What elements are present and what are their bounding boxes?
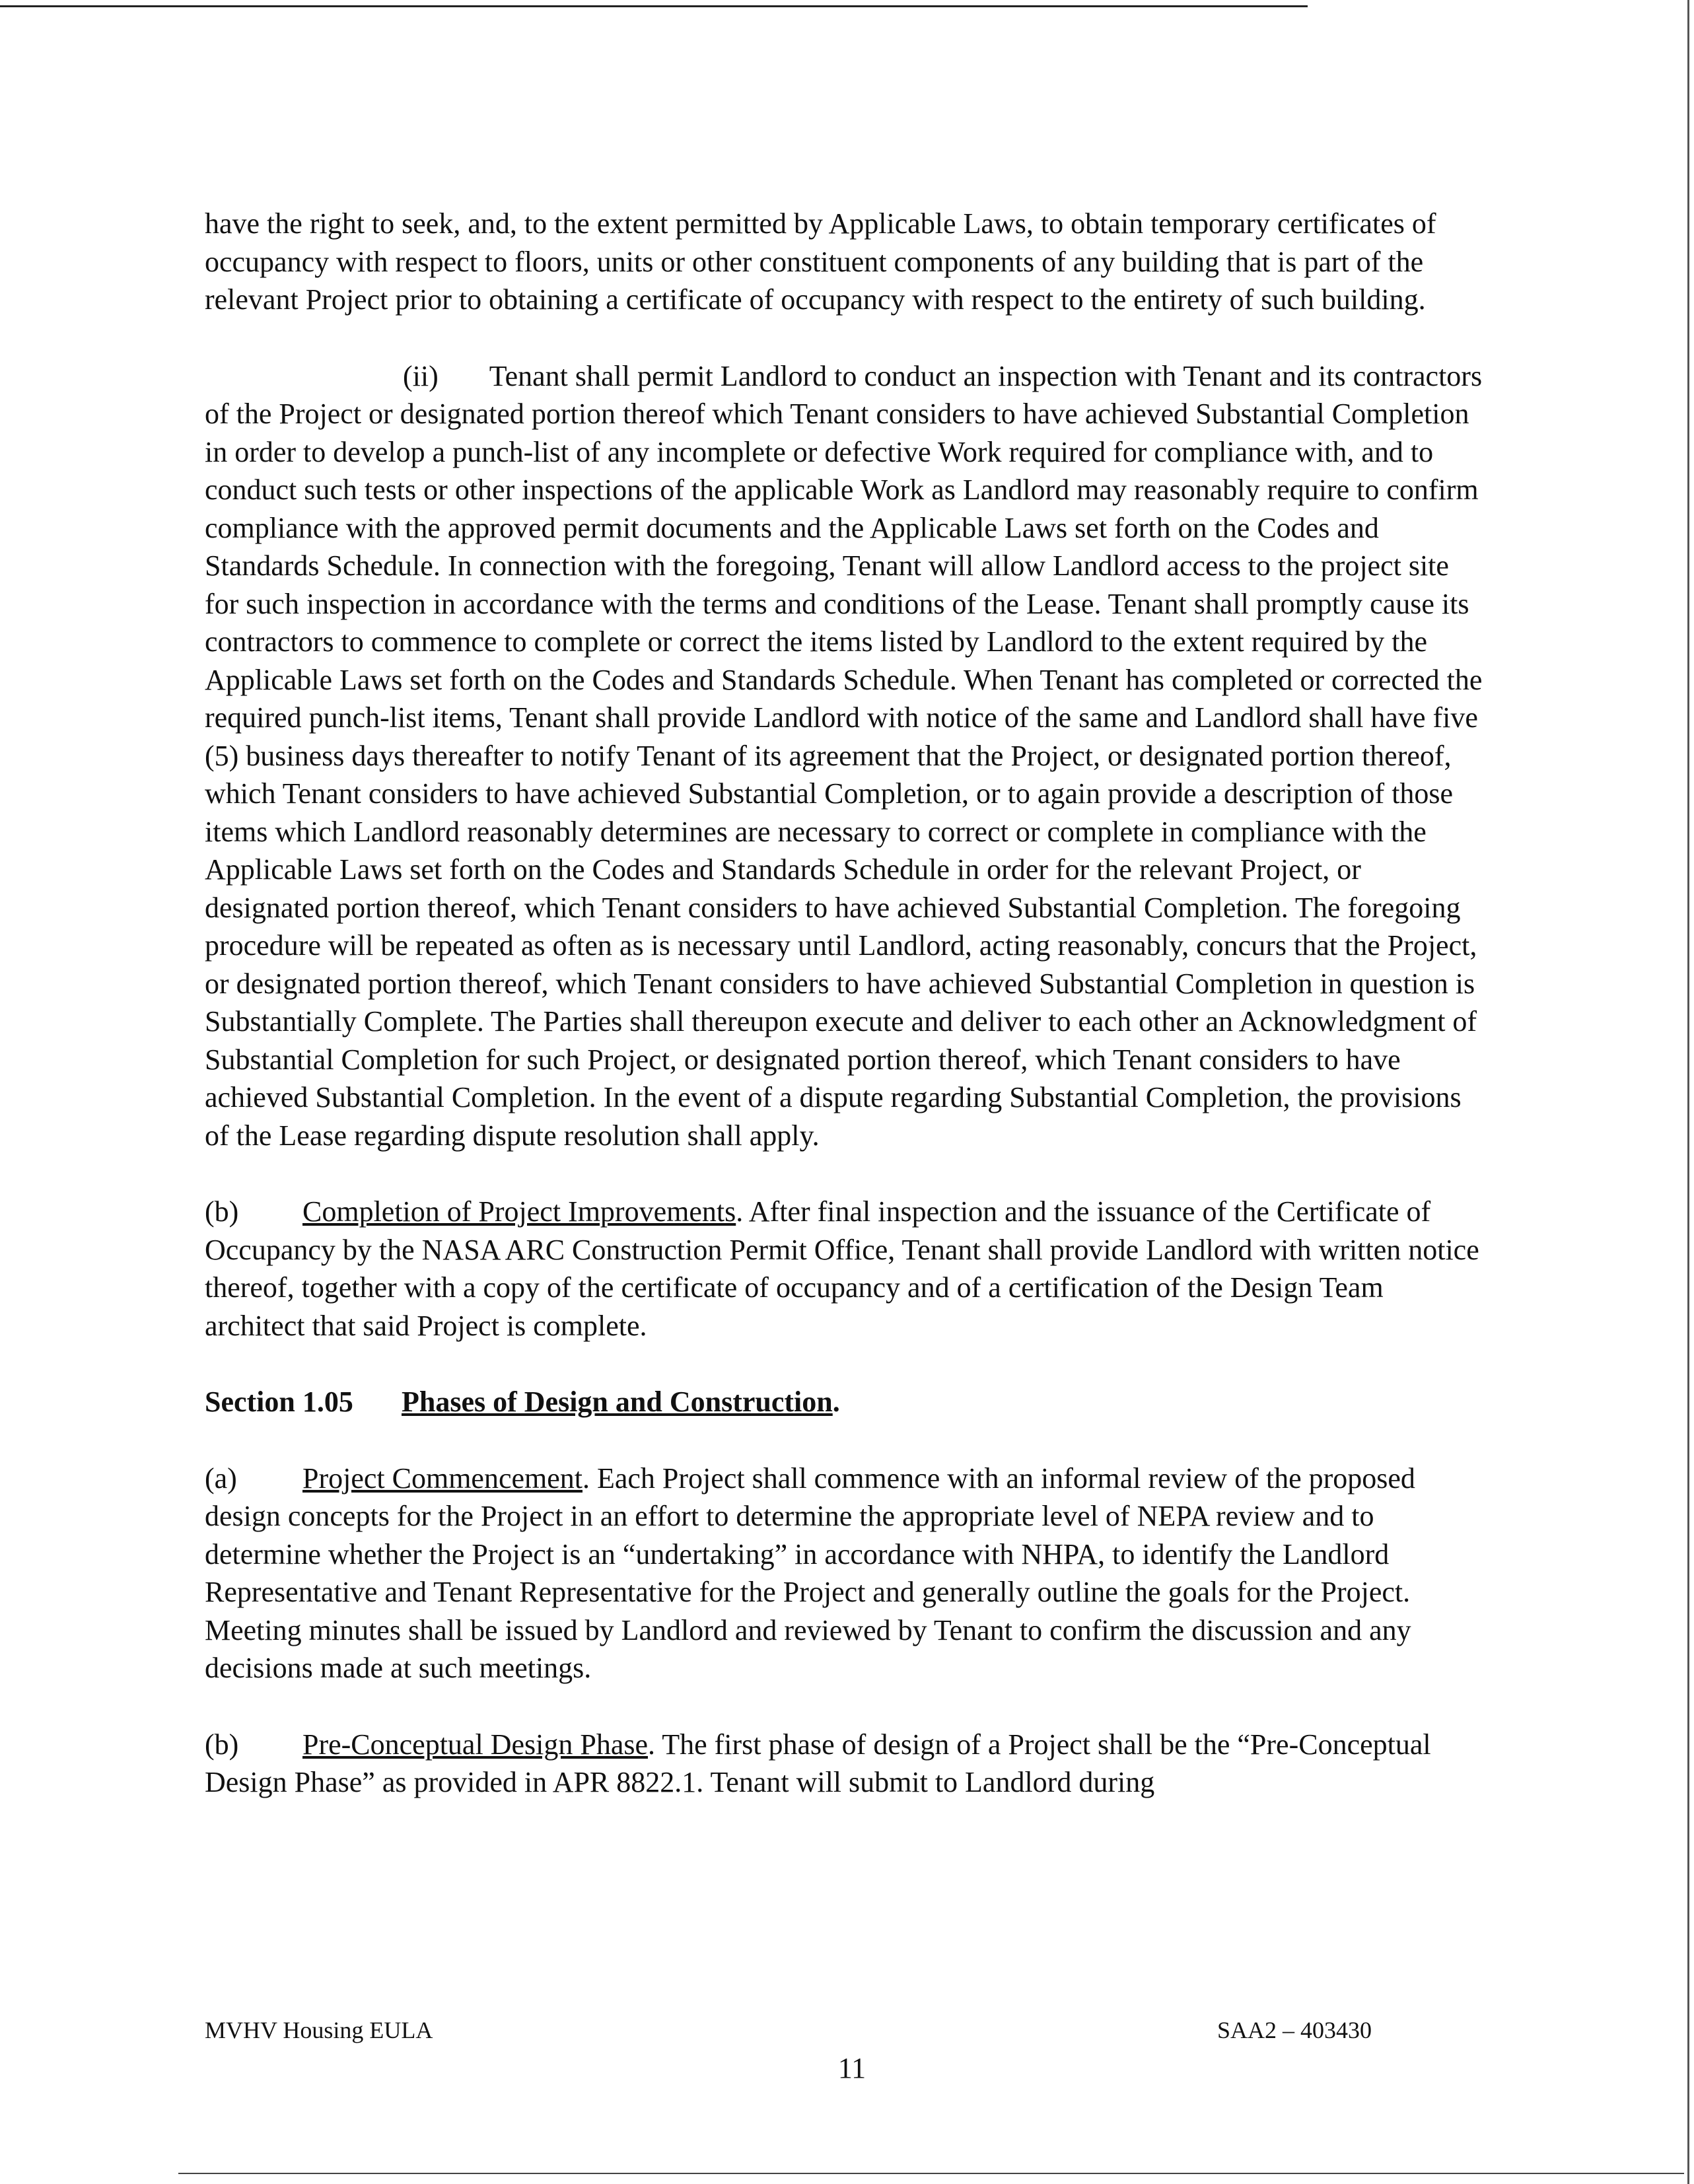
document-body — [205, 205, 1486, 1840]
section-title: Phases of Design and Construction — [402, 1386, 833, 1418]
section-number: Section 1.05 — [205, 1386, 353, 1418]
footer-agreement-number: SAA2 – 403430 — [1217, 2017, 1372, 2043]
scan-edge-top — [0, 5, 1308, 7]
section-title-period: . — [832, 1386, 840, 1418]
scan-edge-right — [1687, 0, 1689, 2184]
paragraph-b-completion — [205, 1193, 1486, 1345]
paragraph-b-preconceptual — [205, 1726, 1486, 1802]
section-heading — [205, 1383, 1486, 1421]
paragraph-a-label: (a) — [205, 1462, 237, 1495]
paragraph-ii — [205, 357, 1486, 1155]
page-number: 11 — [837, 2052, 866, 2084]
paragraph-a-heading: Project Commencement — [302, 1462, 582, 1495]
paragraph-ii-text: Tenant shall permit Landlord to conduct an inspection with Tenant and its contractors of the Project or designated portion thereof which Tenant considers to have achieved Substantial Completion in order to develop a punch-list of any incomplete or defective Work required for compliance with, and to conduct such tests or other inspections of the applicable Work as Landlord may reasonably require to confirm compliance with the approved permit documents and the Applicable Laws set forth on the Codes and Standards Schedule. In connection with the foregoing, Tenant will allow Landlord access to the project site for such inspection in accordance with the terms and conditions of the Lease. Tenant shall promptly cause its contractors to commence to complete or correct the items listed by Landlord to the extent required by the Applicable Laws set forth on the Codes and Standards Schedule. When Tenant has completed or corrected the required punch-list items, Tenant shall provide Landlord with notice of the same and Landlord shall have five (5) business days thereafter to notify Tenant of its agreement that the Project, or designated portion thereof, which Tenant considers to have achieved Substantial Completion, or to again provide a description of those items which Landlord reasonably determines are necessary to correct or complete in compliance with the Applicable Laws set forth on the Codes and Standards Schedule in order for the relevant Project, or designated portion thereof, which Tenant considers to have achieved Substantial Completion. The foregoing procedure will be repeated as often as is necessary until Landlord, acting reasonably, concurs that the Project, or designated portion thereof, which Tenant considers to have achieved Substantial Completion in question is Substantially Complete. The Parties shall thereupon execute and deliver to each other an Acknowledgment of Substantial Completion for such Project, or designated portion thereof, which Tenant considers to have achieved Substantial Completion. In the event of a dispute regarding Substantial Completion, the provisions of the Lease regarding dispute resolution shall apply. — [205, 359, 1483, 1152]
paragraph-a-text: . Each Project shall commence with an informal review of the proposed design concepts for the Project in an effort to determine the appropriate level of NEPA review and to determine whether the Project is an “undertaking” in accordance with NHPA, to identify the Landlord Representative and Tenant Representative for the Project and generally outline the goals for the Project. Meeting minutes shall be issued by Landlord and reviewed by Tenant to confirm the discussion and any decisions made at such meetings. — [205, 1462, 1415, 1684]
paragraph-b-completion-heading: Completion of Project Improvements — [302, 1195, 736, 1228]
footer-document-name: MVHV Housing EULA — [205, 2017, 433, 2043]
paragraph-a-commencement — [205, 1460, 1486, 1687]
paragraph-b-completion-label: (b) — [205, 1195, 239, 1228]
paragraph-ii-label: (ii) — [403, 359, 439, 392]
paragraph-b-preconceptual-heading: Pre-Conceptual Design Phase — [302, 1728, 648, 1761]
paragraph-continued-text: have the right to seek, and, to the extent permitted by Applicable Laws, to obtain temporary certificates of occupancy with respect to floors, units or other constituent components of any building that is part of the relevant Project prior to obtaining a certificate of occupancy with respect to the entirety of such building. — [205, 207, 1436, 316]
paragraph-b-preconceptual-text: . The first phase of design of a Project shall be the “Pre-Conceptual Design Phase” as provided in APR 8822.1. Tenant will submit to Landlord during — [205, 1728, 1431, 1798]
paragraph-continued — [205, 205, 1486, 319]
paragraph-b-preconceptual-label: (b) — [205, 1728, 239, 1761]
paragraph-b-completion-text: . After final inspection and the issuance of the Certificate of Occupancy by the NASA ARC Construction Permit Office, Tenant shall provide Landlord with written notice thereof, together with a copy of the certificate of occupancy and of a certification of the Design Team architect that said Project is complete. — [205, 1195, 1479, 1342]
scan-edge-bottom — [178, 2173, 1684, 2174]
